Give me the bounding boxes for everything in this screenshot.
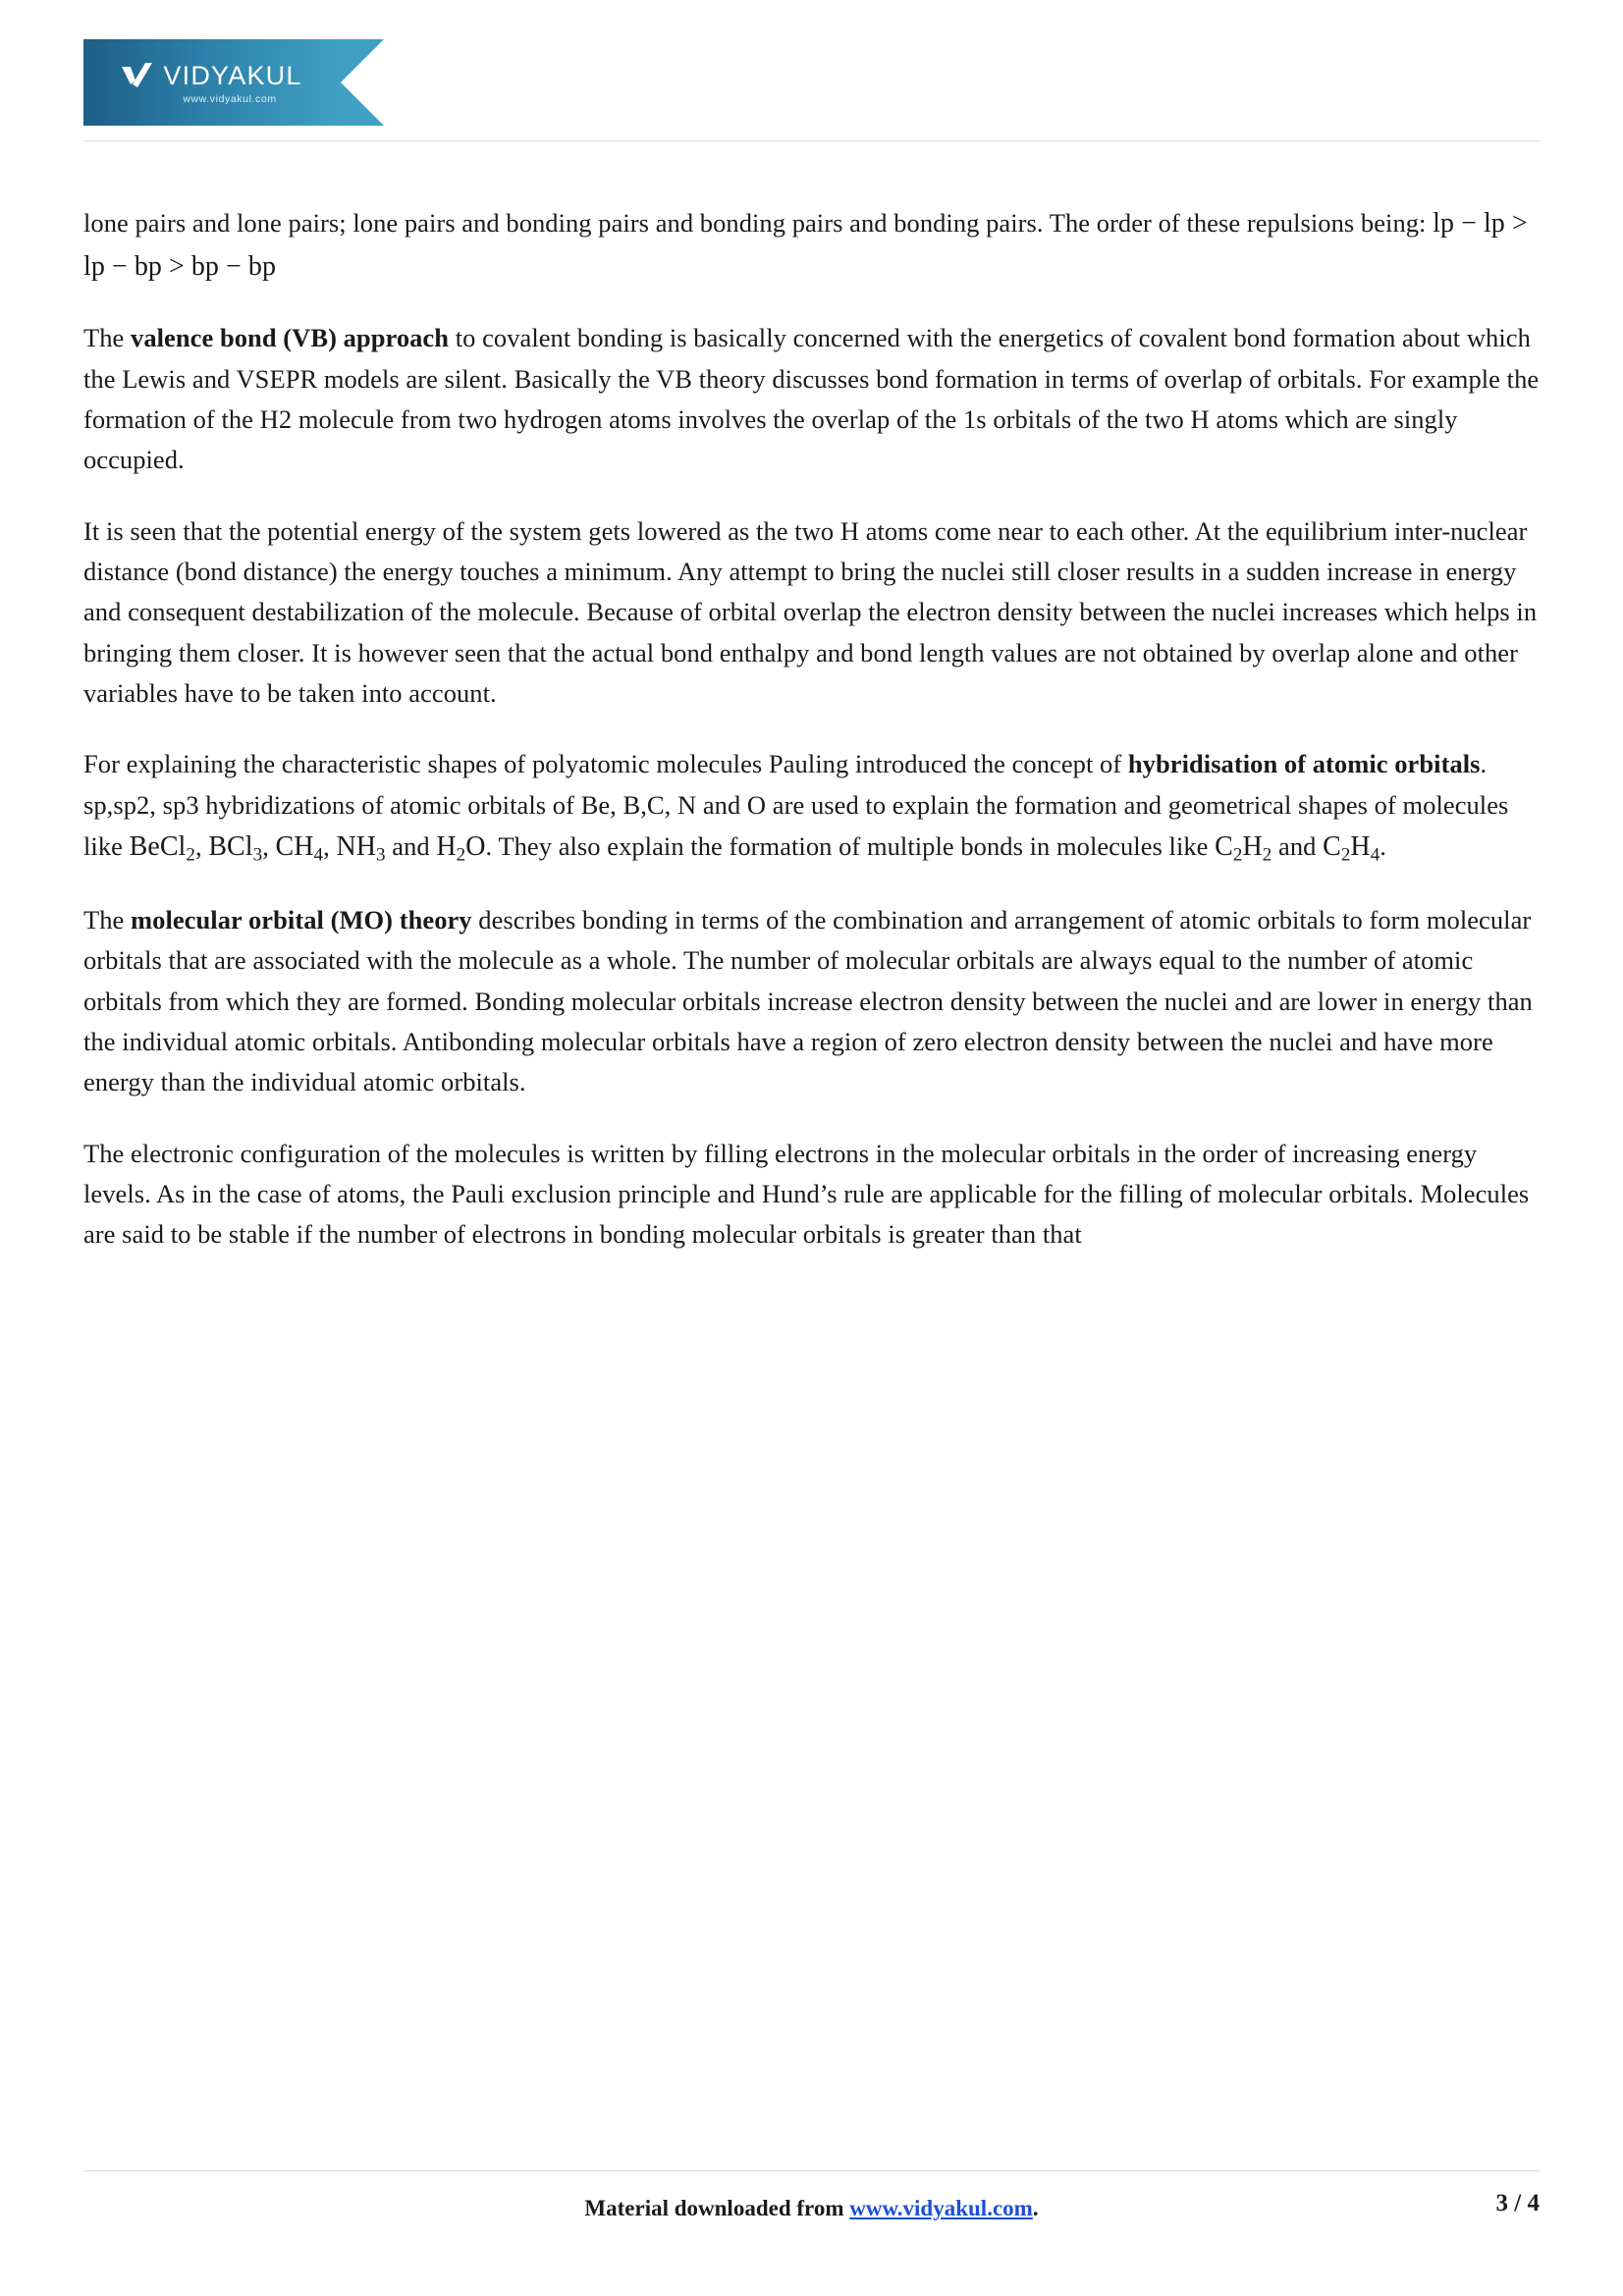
chemical-formula: $C_2H_2$ xyxy=(1215,830,1272,866)
emphasis-term: valence bond (VB) approach xyxy=(131,323,450,353)
paragraph-4: For explaining the characteristic shapes of polyatomic molecules Pauling introduced the concept of hybridisation of atomic orbitals. sp,sp2, sp3 hybridizations of atomic orbitals of Be, B,C, N and O are used to explain the formation and geometrical shapes of molecules like BeCl$_2$, BCl$_3$, $CH_4$, $NH_3$ and $H_2O$. They also explain the formation of multiple bonds in molecules like $C_2H_2$ and $C_2H_4$. xyxy=(83,749,1509,866)
document-body xyxy=(0,202,1623,1255)
logo-content xyxy=(83,39,341,126)
checkmark-arrow-icon xyxy=(122,63,155,88)
vidyakul-logo[interactable] xyxy=(83,39,383,126)
chemical-formula: BeCl$_2$ xyxy=(129,830,195,866)
chemical-formula: $C_2H_4$ xyxy=(1323,830,1380,866)
repulsion-order-expression: lp − lp > lp − bp > bp − bp xyxy=(83,208,1528,282)
emphasis-term: molecular orbital (MO) theory xyxy=(131,904,472,934)
logo-wordmark: VIDYAKUL xyxy=(163,60,302,90)
footer-suffix: . xyxy=(1032,2196,1039,2220)
paragraph-3: It is seen that the potential energy of the system gets lowered as the two H atoms come near to each other. At the equilibrium inter-nuclear distance (bond distance) the energy touches a minimum. Any attempt to bring the nuclei still closer results in a sudden increase in energy and consequent destabilization of the molecule. Because of orbital overlap the electron density between the nuclei increases which helps in bringing them closer. It is however seen that the actual bond enthalpy and bond length values are not obtained by overlap alone and other variables have to be taken into account. xyxy=(83,515,1538,708)
logo-website: www.vidyakul.com xyxy=(183,92,277,105)
page-header xyxy=(0,0,1623,147)
page-footer xyxy=(83,2170,1540,2239)
logo-row xyxy=(122,61,301,91)
footer-divider xyxy=(83,2170,1540,2171)
chemical-formula: $CH_4$ xyxy=(275,830,324,866)
chemical-formula: $H_2O$ xyxy=(436,830,486,866)
paragraph-1: lone pairs and lone pairs; lone pairs and bonding pairs and bonding pairs and bonding pairs. The order of these repulsions being: lp − lp > lp − bp > bp − bp xyxy=(83,208,1528,282)
header-divider xyxy=(83,140,1540,141)
chemical-formula: BCl$_3$ xyxy=(208,830,263,866)
paragraph-5: The molecular orbital (MO) theory describes bonding in terms of the combination and arrangement of atomic orbitals to form molecular orbitals that are associated with the molecule as a whole. The number of molecular orbitals are always equal to the number of atomic orbitals from which they are formed. Bonding molecular orbitals increase electron density between the nuclei and are lower in energy than the individual atomic orbitals. Antibonding molecular orbitals have a region of zero electron density between the nuclei and have more energy than the individual atomic orbitals. xyxy=(83,904,1533,1097)
chemical-formula: $NH_3$ xyxy=(336,830,386,866)
paragraph-2: The valence bond (VB) approach to covalent bonding is basically concerned with the energetics of covalent bond formation about which the Lewis and VSEPR models are silent. Basically the VB theory discusses bond formation in terms of overlap of orbitals. For example the formation of the H2 molecule from two hydrogen atoms involves the overlap of the 1s orbitals of the two H atoms which are singly occupied. xyxy=(83,323,1540,475)
page-number: 3 / 4 xyxy=(1495,2190,1540,2216)
footer-prefix: Material downloaded from xyxy=(584,2196,850,2220)
paragraph-6: The electronic configuration of the molecules is written by filling electrons in the molecular orbitals in the order of increasing energy levels. As in the case of atoms, the Pauli exclusion principle and Hund’s rule are applicable for the filling of molecular orbitals. Molecules are said to be stable if the number of electrons in bonding molecular orbitals is greater than that xyxy=(83,1138,1530,1250)
emphasis-term: hybridisation of atomic orbitals xyxy=(1127,749,1481,779)
footer-credit xyxy=(83,2196,1540,2221)
vidyakul-link[interactable]: www.vidyakul.com xyxy=(849,2196,1033,2220)
